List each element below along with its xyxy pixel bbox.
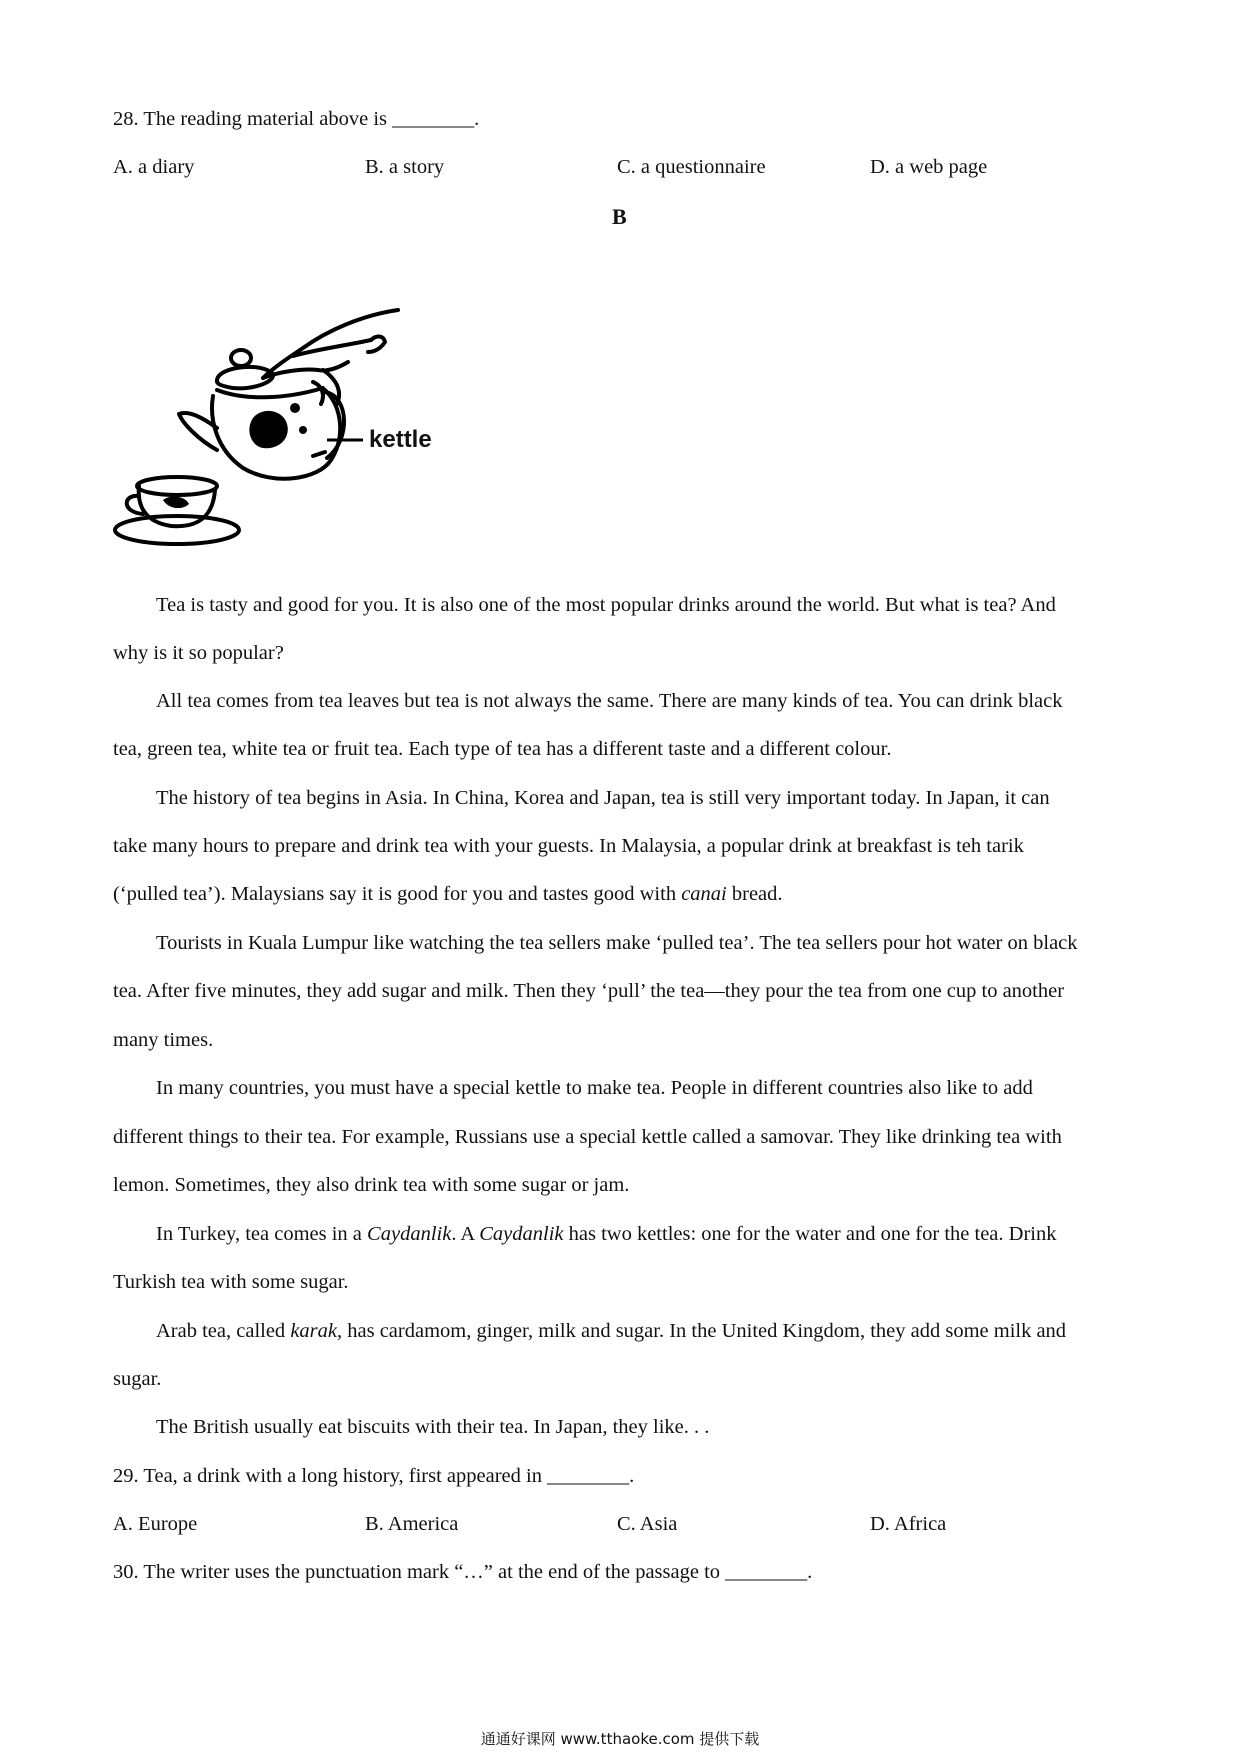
q29-option-a: A. Europe <box>113 1513 198 1535</box>
question-28-stem: 28. The reading material above is ________. <box>113 108 480 130</box>
passage-line: many times. <box>113 1029 214 1051</box>
passage-line: All tea comes from tea leaves but tea is not always the same. There are many kinds of tea. You can drink black <box>156 690 1063 712</box>
q28-option-b: B. a story <box>365 156 445 178</box>
question-29-stem: 29. Tea, a drink with a long history, first appeared in ________. <box>113 1465 635 1487</box>
passage-line: Turkish tea with some sugar. <box>113 1271 349 1293</box>
passage-line: The British usually eat biscuits with their tea. In Japan, they like. . . <box>156 1416 710 1438</box>
passage-line: Tourists in Kuala Lumpur like watching the tea sellers make ‘pulled tea’. The tea sellers pour hot water on black <box>156 932 1078 954</box>
teapot-and-cup-illustration <box>113 300 433 565</box>
passage-line: sugar. <box>113 1368 162 1390</box>
passage-line: Arab tea, called karak, has cardamom, ginger, milk and sugar. In the United Kingdom, they add some milk and <box>156 1320 1067 1342</box>
question-30-stem: 30. The writer uses the punctuation mark “…” at the end of the passage to ________. <box>113 1561 813 1583</box>
kettle-label: kettle <box>369 426 432 453</box>
page-footer: 通通好课网 www.tthaoke.com 提供下载 <box>480 1730 760 1748</box>
passage-line: (‘pulled tea’). Malaysians say it is good for you and tastes good with canai bread. <box>113 883 783 905</box>
passage-line: Tea is tasty and good for you. It is also one of the most popular drinks around the world. But what is tea? And <box>156 594 1056 616</box>
q28-option-a: A. a diary <box>113 156 195 178</box>
q28-option-d: D. a web page <box>870 156 988 178</box>
passage-line: In Turkey, tea comes in a Caydanlik. A Caydanlik has two kettles: one for the water and one for the tea. Drink <box>156 1223 1057 1245</box>
passage-line: tea, green tea, white tea or fruit tea. Each type of tea has a different taste and a different colour. <box>113 738 892 760</box>
passage-line: In many countries, you must have a special kettle to make tea. People in different countries also like to add <box>156 1077 1033 1099</box>
passage-line: different things to their tea. For example, Russians use a special kettle called a samovar. They like drinking tea with <box>113 1126 1062 1148</box>
section-title: B <box>612 204 627 229</box>
q29-option-c: C. Asia <box>617 1513 678 1535</box>
passage-line: lemon. Sometimes, they also drink tea with some sugar or jam. <box>113 1174 630 1196</box>
passage-line: The history of tea begins in Asia. In China, Korea and Japan, tea is still very important today. In Japan, it can <box>156 787 1050 809</box>
q29-option-b: B. America <box>365 1513 459 1535</box>
q29-option-d: D. Africa <box>870 1513 947 1535</box>
passage-line: why is it so popular? <box>113 642 284 664</box>
passage-line: tea. After five minutes, they add sugar and milk. Then they ‘pull’ the tea—they pour the tea from one cup to another <box>113 980 1065 1002</box>
q28-option-c: C. a questionnaire <box>617 156 766 178</box>
passage-line: take many hours to prepare and drink tea with your guests. In Malaysia, a popular drink at breakfast is teh tarik <box>113 835 1024 857</box>
